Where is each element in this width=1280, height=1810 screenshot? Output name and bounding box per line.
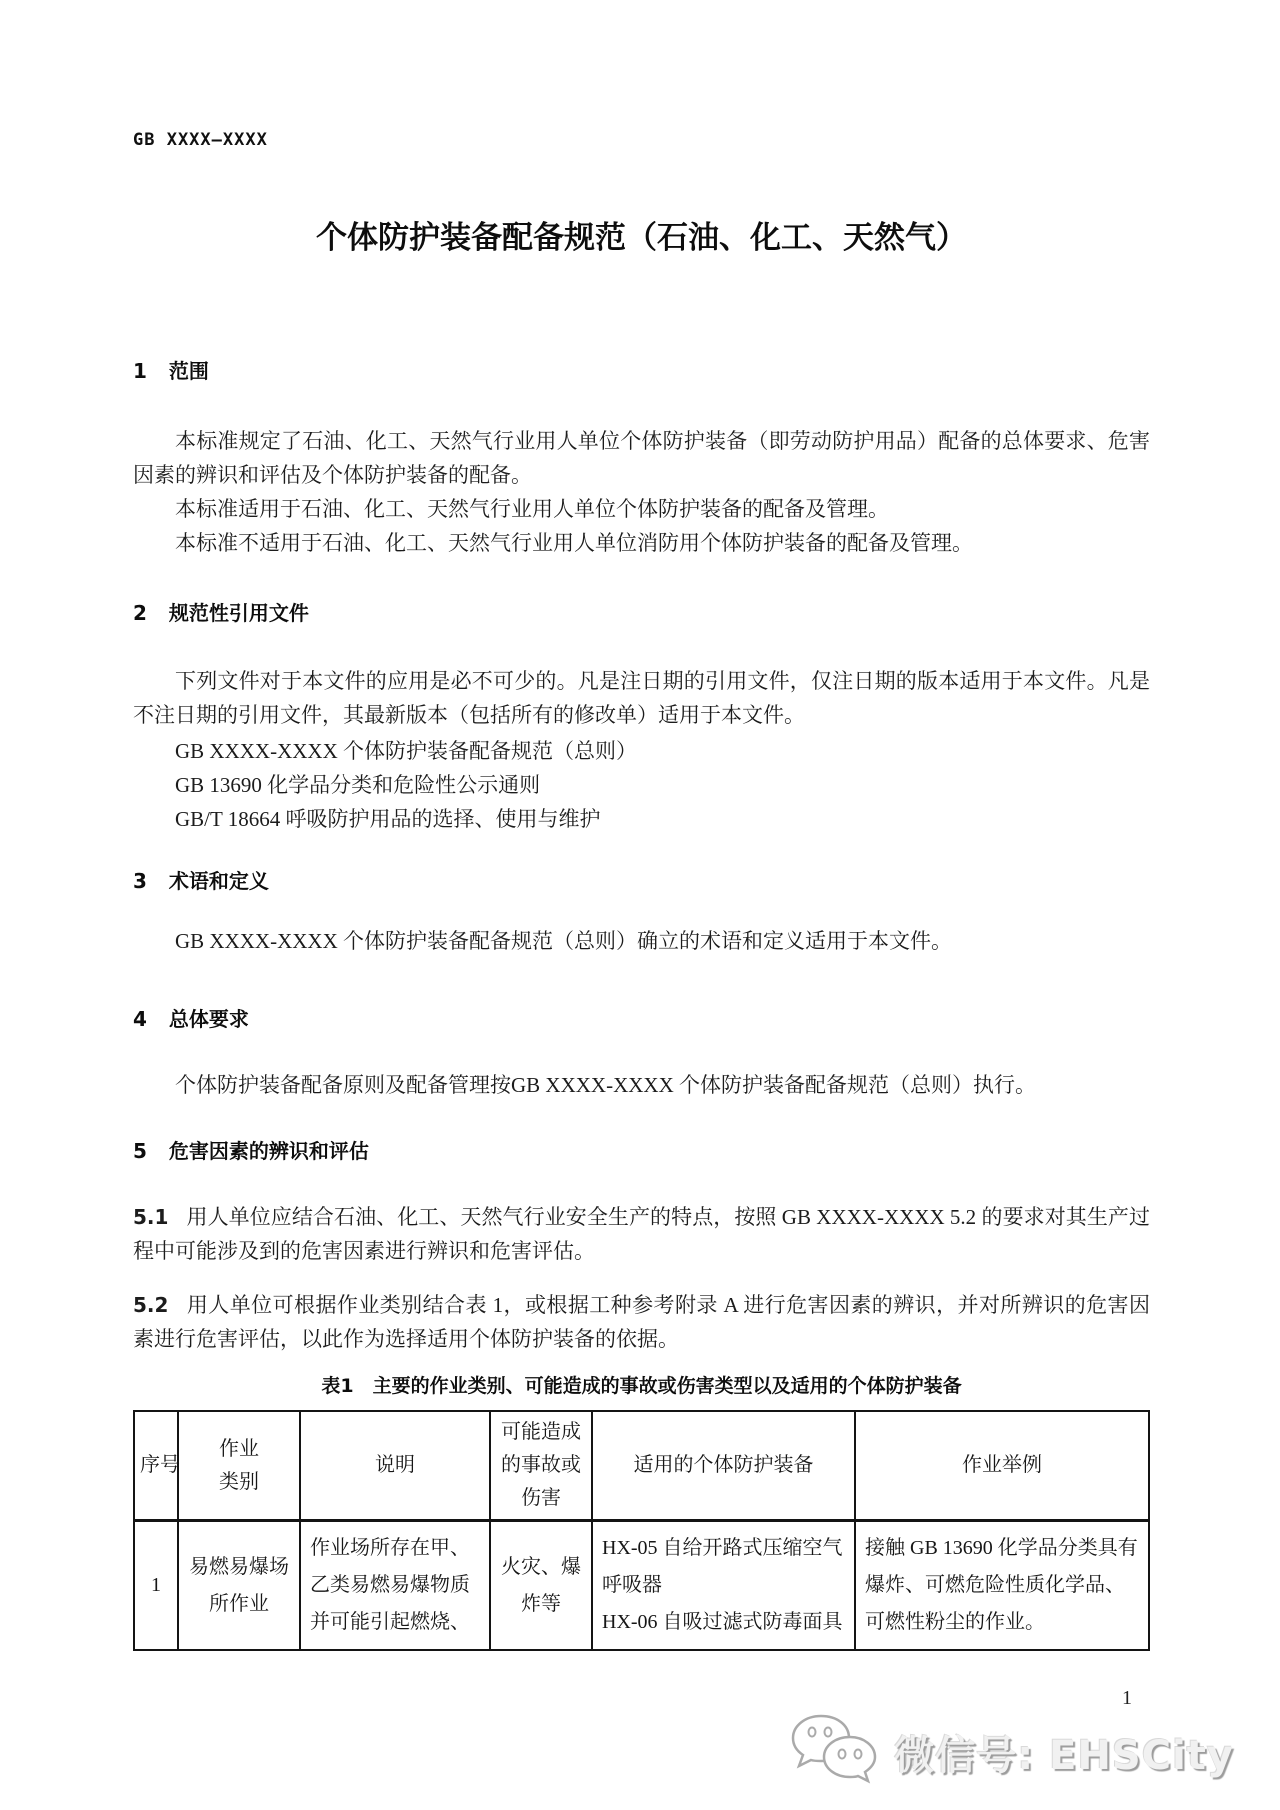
clause-5-1-text: 用人单位应结合石油、化工、天然气行业安全生产的特点，按照 GB XXXX-XXXX 5.2 的要求对其生产过程中可能涉及到的危害因素进行辨识和危害评估。 — [133, 1205, 1150, 1263]
table-1 — [133, 1410, 1150, 1651]
section-3-number: 3 — [133, 869, 147, 893]
wechat-icon — [790, 1712, 882, 1793]
ppe-item: HX-05 自给开路式压缩空气呼吸器 — [602, 1537, 843, 1596]
section-3-heading — [133, 866, 1150, 896]
section-4-title: 总体要求 — [168, 1007, 249, 1031]
cell-hazards: 火灾、爆炸等 — [490, 1521, 592, 1651]
reference-list — [133, 734, 1150, 836]
general-requirements-paragraph: 个体防护装备配备原则及配备管理按GB XXXX-XXXX 个体防护装备配备规范（总则）执行。 — [175, 1073, 1036, 1097]
cell-serial: 1 — [134, 1521, 178, 1651]
col-header-category: 作业类别 — [178, 1411, 300, 1521]
section-1-title: 范围 — [168, 359, 209, 383]
cell-examples: 接触 GB 13690 化学品分类具有爆炸、可燃危险性质化学品、可燃性粉尘的作业。 — [855, 1521, 1149, 1651]
table-header-row — [134, 1411, 1149, 1521]
reference-item: GB/T 18664 呼吸防护用品的选择、使用与维护 — [175, 807, 601, 831]
ppe-item: HX-06 自吸过滤式防毒面具 — [602, 1611, 843, 1633]
table-1-caption: 表1 主要的作业类别、可能造成的事故或伤害类型以及适用的个体防护装备 — [321, 1375, 962, 1397]
section-2-heading — [133, 598, 1150, 628]
reference-item: GB 13690 化学品分类和危险性公示通则 — [175, 773, 541, 797]
scope-paragraph-1: 本标准规定了石油、化工、天然气行业用人单位个体防护装备（即劳动防护用品）配备的总体要求、危害因素的辨识和评估及个体防护装备的配备。 — [133, 429, 1150, 487]
scope-paragraph-3: 本标准不适用于石油、化工、天然气行业用人单位消防用个体防护装备的配备及管理。 — [175, 531, 973, 555]
section-5-heading — [133, 1136, 1150, 1166]
table-row — [134, 1521, 1149, 1651]
section-4-number: 4 — [133, 1007, 147, 1031]
cell-description: 作业场所存在甲、乙类易燃易爆物质并可能引起燃烧、 — [300, 1521, 490, 1651]
section-5-number: 5 — [133, 1139, 147, 1163]
cell-category: 易燃易爆场所作业 — [178, 1521, 300, 1651]
section-2-number: 2 — [133, 601, 147, 625]
col-header-description: 说明 — [300, 1411, 490, 1521]
section-2-title: 规范性引用文件 — [168, 601, 309, 625]
standard-code: GB XXXX—XXXX — [133, 130, 268, 150]
section-4-heading — [133, 1004, 1150, 1034]
section-1-heading — [133, 356, 1150, 386]
col-header-serial: 序号 — [134, 1411, 178, 1521]
col-header-examples: 作业举例 — [855, 1411, 1149, 1521]
references-intro: 下列文件对于本文件的应用是必不可少的。凡是注日期的引用文件，仅注日期的版本适用于本文件。凡是不注日期的引用文件，其最新版本（包括所有的修改单）适用于本文件。 — [133, 669, 1150, 727]
page-number: 1 — [1122, 1687, 1132, 1709]
reference-item: GB XXXX-XXXX 个体防护装备配备规范（总则） — [175, 739, 637, 763]
scope-paragraph-2: 本标准适用于石油、化工、天然气行业用人单位个体防护装备的配备及管理。 — [175, 497, 889, 521]
wechat-watermark — [790, 1712, 1234, 1793]
col-header-hazards: 可能造成的事故或伤害 — [490, 1411, 592, 1521]
section-5-title: 危害因素的辨识和评估 — [168, 1139, 369, 1163]
clause-5-2 — [133, 1288, 1150, 1356]
terms-paragraph: GB XXXX-XXXX 个体防护装备配备规范（总则）确立的术语和定义适用于本文件。 — [175, 929, 952, 953]
clause-5-1-number: 5.1 — [133, 1205, 169, 1229]
section-3-title: 术语和定义 — [168, 869, 269, 893]
clause-5-2-text: 用人单位可根据作业类别结合表 1，或根据工种参考附录 A 进行危害因素的辨识，并对所辨识的危害因素进行危害评估，以此作为选择适用个体防护装备的依据。 — [133, 1293, 1150, 1351]
clause-5-1 — [133, 1200, 1150, 1268]
watermark-text: 微信号: EHSCity — [894, 1733, 1234, 1779]
col-header-ppe: 适用的个体防护装备 — [592, 1411, 855, 1521]
section-1-number: 1 — [133, 359, 147, 383]
clause-5-2-number: 5.2 — [133, 1293, 169, 1317]
cell-ppe — [592, 1521, 855, 1651]
document-title: 个体防护装备配备规范（石油、化工、天然气） — [316, 220, 967, 256]
